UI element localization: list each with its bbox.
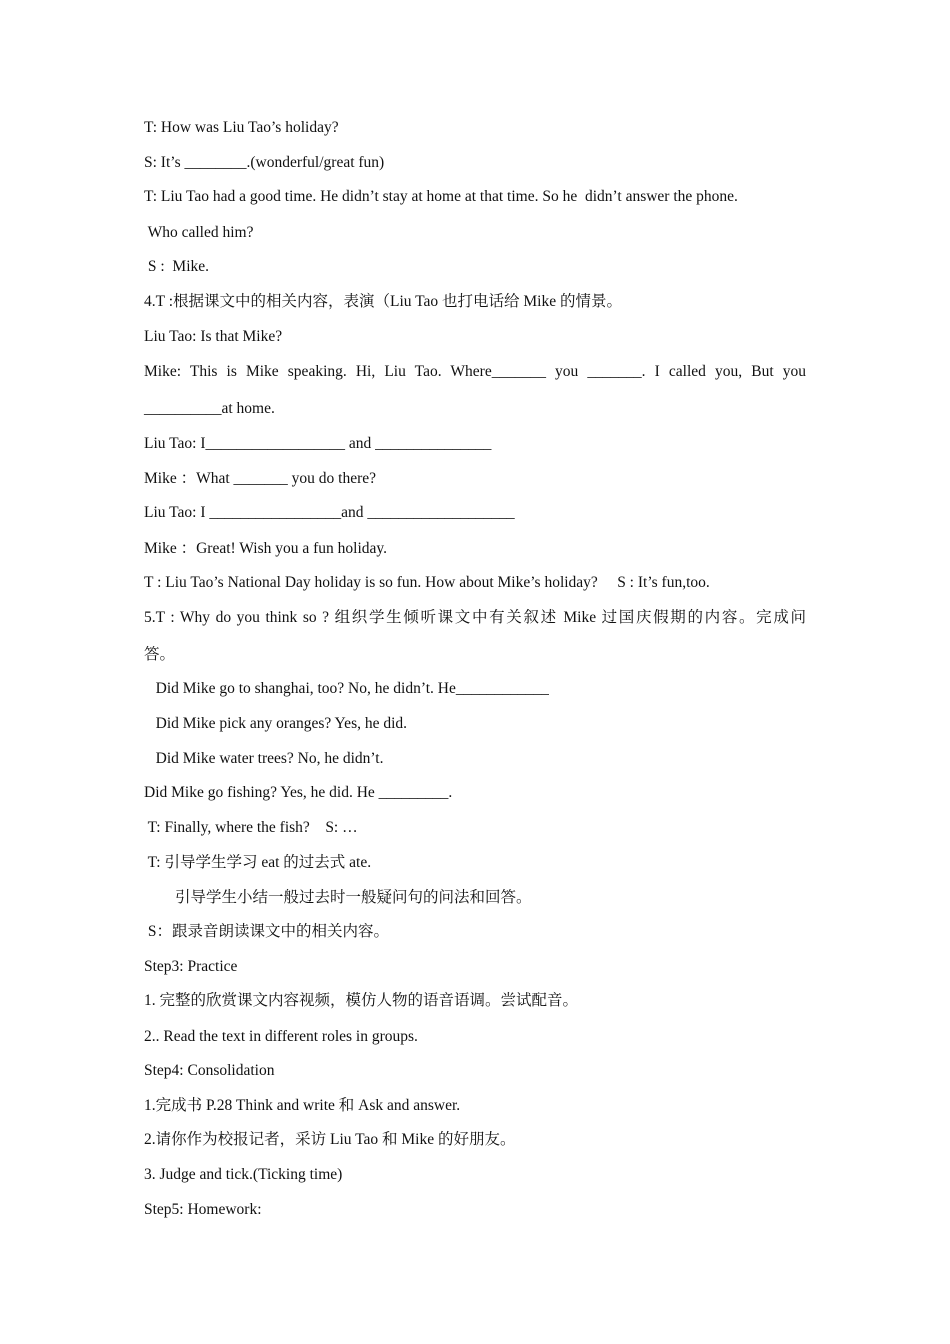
text-line: 2.请你作为校报记者，采访 Liu Tao 和 Mike 的好朋友。: [144, 1131, 516, 1148]
section-heading: Step5: Homework:: [144, 1201, 262, 1218]
text-line: S : Mike.: [144, 258, 210, 275]
text-line: Mike: This is Mike speaking. Hi, Liu Tao. Where_______ you _______. I called you, But you: [144, 363, 806, 380]
text-line: Did Mike go to shanghai, too? No, he didn’t. He____________: [144, 680, 549, 697]
text-line: 3. Judge and tick.(Ticking time): [144, 1166, 343, 1183]
text-line: Liu Tao: Is that Mike?: [144, 328, 283, 345]
text-line: T: Liu Tao had a good time. He didn’t stay at home at that time. So he didn’t answer the phone.: [144, 188, 738, 205]
section-heading: Step4: Consolidation: [144, 1062, 275, 1079]
text-line: __________at home.: [144, 400, 275, 417]
text-line: 1.完成书 P.28 Think and write 和 Ask and answer.: [144, 1097, 461, 1114]
text-line: Mike ：What _______ you do there?: [144, 470, 377, 487]
text-line: 1. 完整的欣赏课文内容视频，模仿人物的语音语调。尝试配音。: [144, 992, 579, 1009]
text-line: S: It’s ________.(wonderful/great fun): [144, 154, 385, 171]
text-line: Did Mike go fishing? Yes, he did. He _________.: [144, 784, 453, 801]
text-line: Did Mike pick any oranges? Yes, he did.: [144, 715, 408, 732]
text-line: 引导学生小结一般过去时一般疑问句的问法和回答。: [144, 889, 532, 906]
text-line: 5.T : Why do you think so ? 组织学生倾听课文中有关叙述 Mike 过国庆假期的内容。完成问: [144, 609, 806, 626]
text-line: 2.. Read the text in different roles in groups.: [144, 1028, 418, 1045]
section-heading: Step3: Practice: [144, 958, 238, 975]
text-line: Liu Tao: I _________________and ___________________: [144, 504, 515, 521]
text-line: Mike ：Great! Wish you a fun holiday.: [144, 540, 388, 557]
text-line: T: 引导学生学习 eat 的过去式 ate.: [144, 854, 372, 871]
text-line: 4.T :根据课文中的相关内容，表演（Liu Tao 也打电话给 Mike 的情景。: [144, 293, 622, 310]
text-line: Who called him?: [144, 224, 254, 241]
text-line: T: Finally, where the fish? S: …: [144, 819, 358, 836]
text-line: T : Liu Tao’s National Day holiday is so fun. How about Mike’s holiday? S : It’s fun,too.: [144, 574, 710, 591]
text-line: Liu Tao: I__________________ and _______________: [144, 435, 492, 452]
text-line: 答。: [144, 646, 176, 663]
text-line: S：跟录音朗读课文中的相关内容。: [144, 923, 389, 940]
text-line: Did Mike water trees? No, he didn’t.: [144, 750, 384, 767]
text-line: T: How was Liu Tao’s holiday?: [144, 119, 339, 136]
